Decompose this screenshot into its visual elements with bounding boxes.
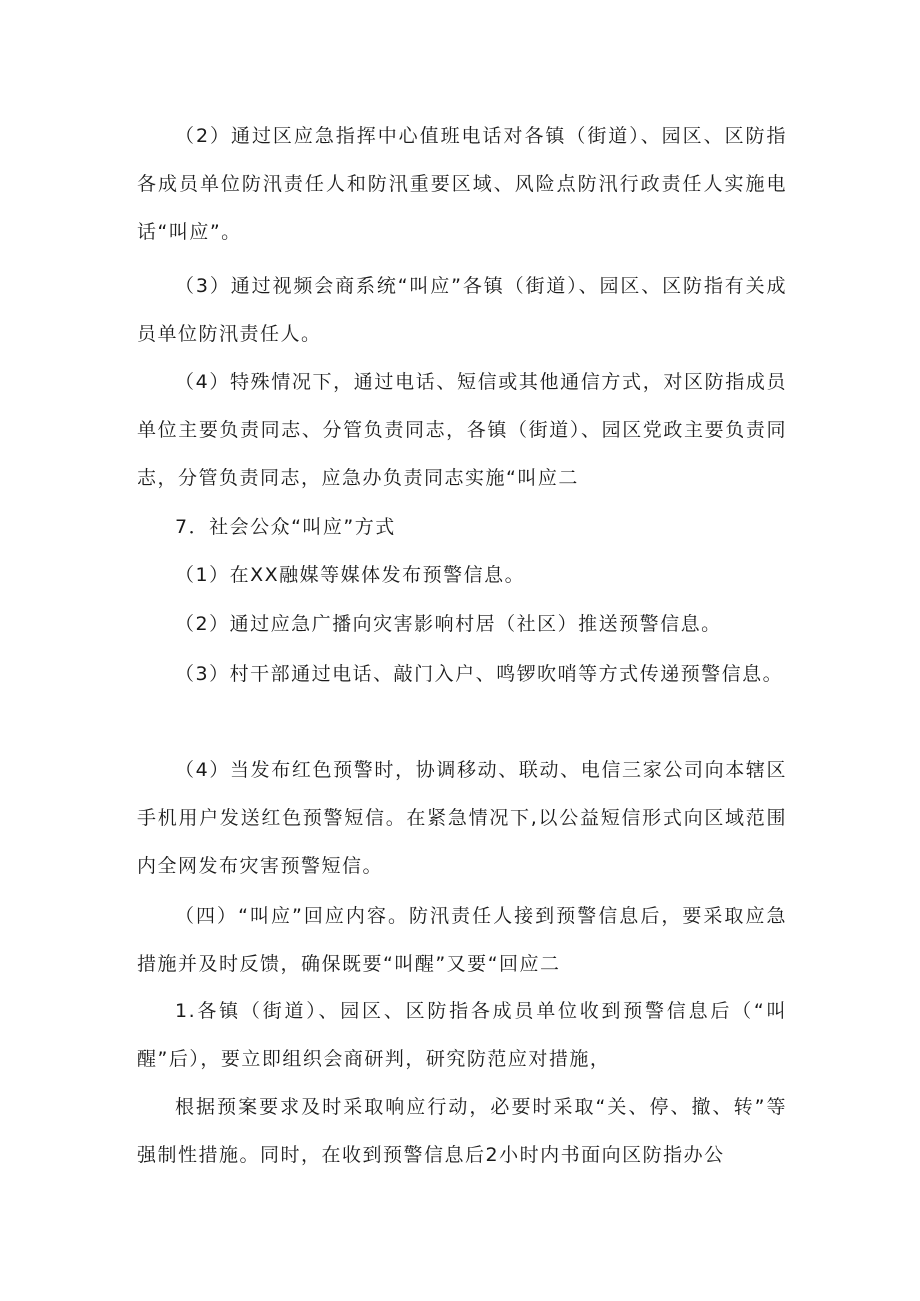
- section-heading-response-content: （四）“叫应”回应内容。防汛责任人接到预警信息后，要采取应急措施并及时反馈，确保既要“叫醒”又要“回应二: [137, 905, 787, 975]
- paragraph-call-special-cases: （4）特殊情况下，通过电话、短信或其他通信方式，对区防指成员单位主要负责同志、分管负责同志，各镇（街道）、园区党政主要负责同志，分管负责同志，应急办负责同志实施“叫应二: [137, 371, 787, 489]
- paragraph-public-village-cadres: （3）村干部通过电话、敲门入户、鸣锣吹哨等方式传递预警信息。: [175, 663, 784, 685]
- section-heading-public-call: 7．社会公众“叫应”方式: [175, 516, 396, 538]
- paragraph-call-duty-phone: （2）通过区应急指挥中心值班电话对各镇（街道）、园区、区防指各成员单位防汛责任人和防汛重要区域、风险点防汛行政责任人实施电话“叫应”。: [137, 125, 787, 243]
- paragraph-public-media: （1）在XX融媒等媒体发布预警信息。: [175, 564, 526, 586]
- paragraph-call-video-conference: （3）通过视频会商系统“叫应”各镇（街道）、园区、区防指有关成员单位防汛责任人。: [137, 275, 787, 345]
- paragraph-response-measures: 根据预案要求及时采取响应行动，必要时采取“关、停、撤、转”等强制性措施。同时，在收到预警信息后2小时内书面向区防指办公: [137, 1096, 787, 1166]
- paragraph-response-units: 1.各镇（街道）、园区、区防指各成员单位收到预警信息后（“叫醒”后），要立即组织会商研判，研究防范应对措施，: [137, 1000, 787, 1070]
- paragraph-public-broadcast: （2）通过应急广播向灾害影响村居（社区）推送预警信息。: [175, 613, 722, 635]
- paragraph-public-red-warning-sms: （4）当发布红色预警时，协调移动、联动、电信三家公司向本辖区手机用户发送红色预警短信。在紧急情况下,以公益短信形式向区域范围内全网发布灾害预警短信。: [137, 759, 787, 877]
